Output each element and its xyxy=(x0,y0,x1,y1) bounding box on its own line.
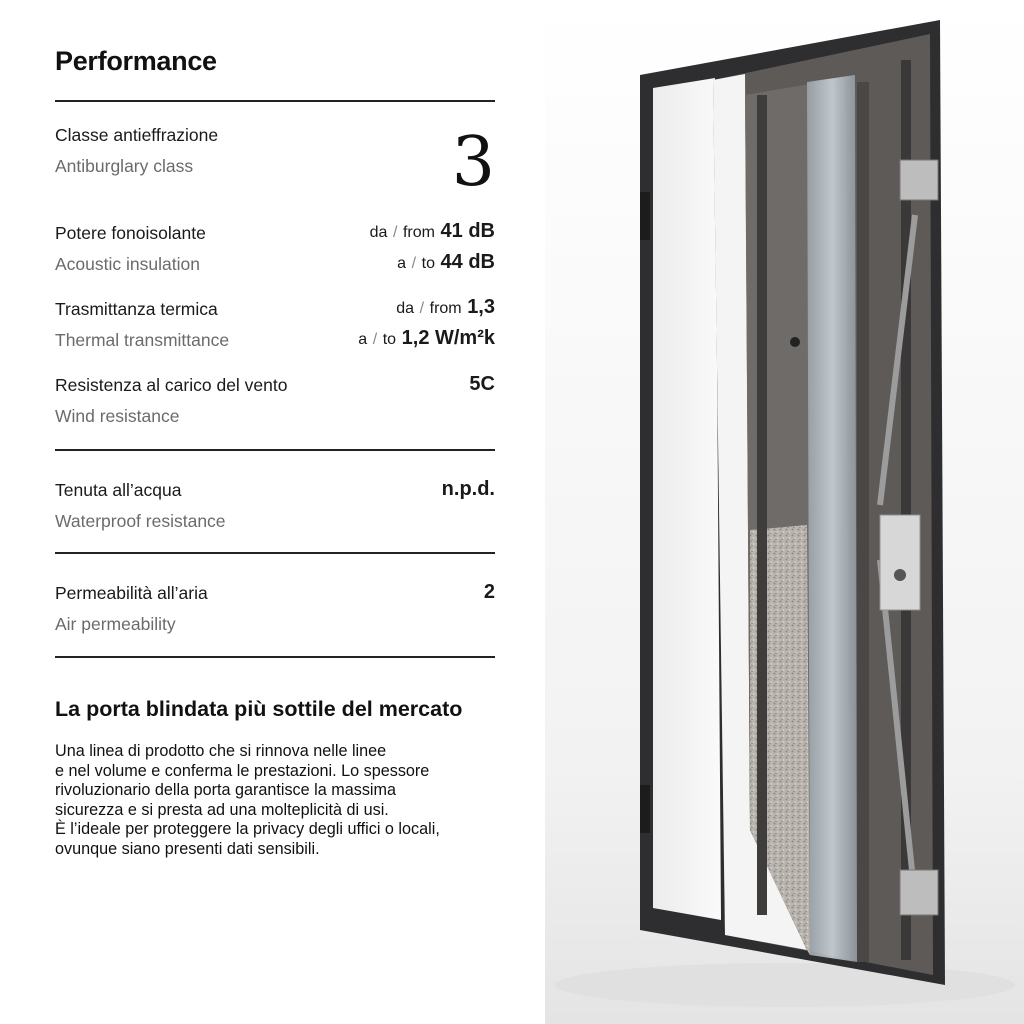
spec-label-it: Tenuta all’acqua xyxy=(55,480,182,500)
slash: / xyxy=(411,255,417,272)
prefix-it: da xyxy=(369,224,388,241)
prefix-it: a xyxy=(358,331,368,348)
value: 44 dB xyxy=(440,251,495,273)
spec-label-it: Resistenza al carico del vento xyxy=(55,375,288,395)
slash: / xyxy=(392,224,398,241)
spec-label-en: Wind resistance xyxy=(55,406,180,426)
spec-value-from xyxy=(396,296,495,319)
prefix-en: from xyxy=(402,224,435,241)
prefix-en: to xyxy=(382,331,397,348)
value: 1,2 W/m²k xyxy=(401,327,495,349)
section-paragraph xyxy=(55,742,535,860)
paragraph-line: ovunque siano presenti dati sensibili. xyxy=(55,839,320,858)
spec-label-it: Permeabilità all’aria xyxy=(55,583,208,603)
slash: / xyxy=(372,331,378,348)
spec-label-it: Trasmittanza termica xyxy=(55,299,218,319)
spec-label-en: Waterproof resistance xyxy=(55,511,226,531)
door-image xyxy=(545,0,1024,1024)
paragraph-line: È l’ideale per proteggere la privacy degli uffici o locali, xyxy=(55,820,440,839)
paragraph-line: e nel volume e conferma le prestazioni. Lo spessore xyxy=(55,761,430,780)
spec-label-it: Potere fonoisolante xyxy=(55,223,206,243)
divider xyxy=(55,100,495,102)
prefix-it: a xyxy=(397,255,407,272)
divider xyxy=(55,449,495,451)
spec-label-en: Acoustic insulation xyxy=(55,254,200,274)
spec-value: 3 xyxy=(451,123,495,202)
spec-value-to xyxy=(397,251,495,274)
spec-value: n.p.d. xyxy=(441,478,495,500)
paragraph-line: rivoluzionario della porta garantisce la massima xyxy=(55,781,396,800)
page-title: Performance xyxy=(55,46,217,76)
value: 41 dB xyxy=(440,220,495,242)
prefix-en: to xyxy=(421,255,435,272)
spec-label-en: Antiburglary class xyxy=(55,156,194,176)
prefix-it: da xyxy=(396,300,415,317)
paragraph-line: sicurezza e si presta ad una molteplicità di usi. xyxy=(55,800,389,819)
spec-value: 2 xyxy=(483,581,495,603)
paragraph-line: Una linea di prodotto che si rinnova nelle linee xyxy=(55,742,387,760)
prefix-en: from xyxy=(429,300,462,317)
spec-label-en: Air permeability xyxy=(55,614,176,634)
slash: / xyxy=(419,300,425,317)
spec-label-it: Classe antieffrazione xyxy=(55,125,219,145)
spec-value: 5C xyxy=(469,373,495,395)
divider xyxy=(55,552,495,554)
spec-label-en: Thermal transmittance xyxy=(55,330,230,350)
spec-value-from xyxy=(370,220,495,243)
section-title: La porta blindata più sottile del mercato xyxy=(55,697,463,721)
spec-value-to xyxy=(358,327,495,350)
value: 1,3 xyxy=(467,296,495,318)
divider xyxy=(55,656,495,658)
